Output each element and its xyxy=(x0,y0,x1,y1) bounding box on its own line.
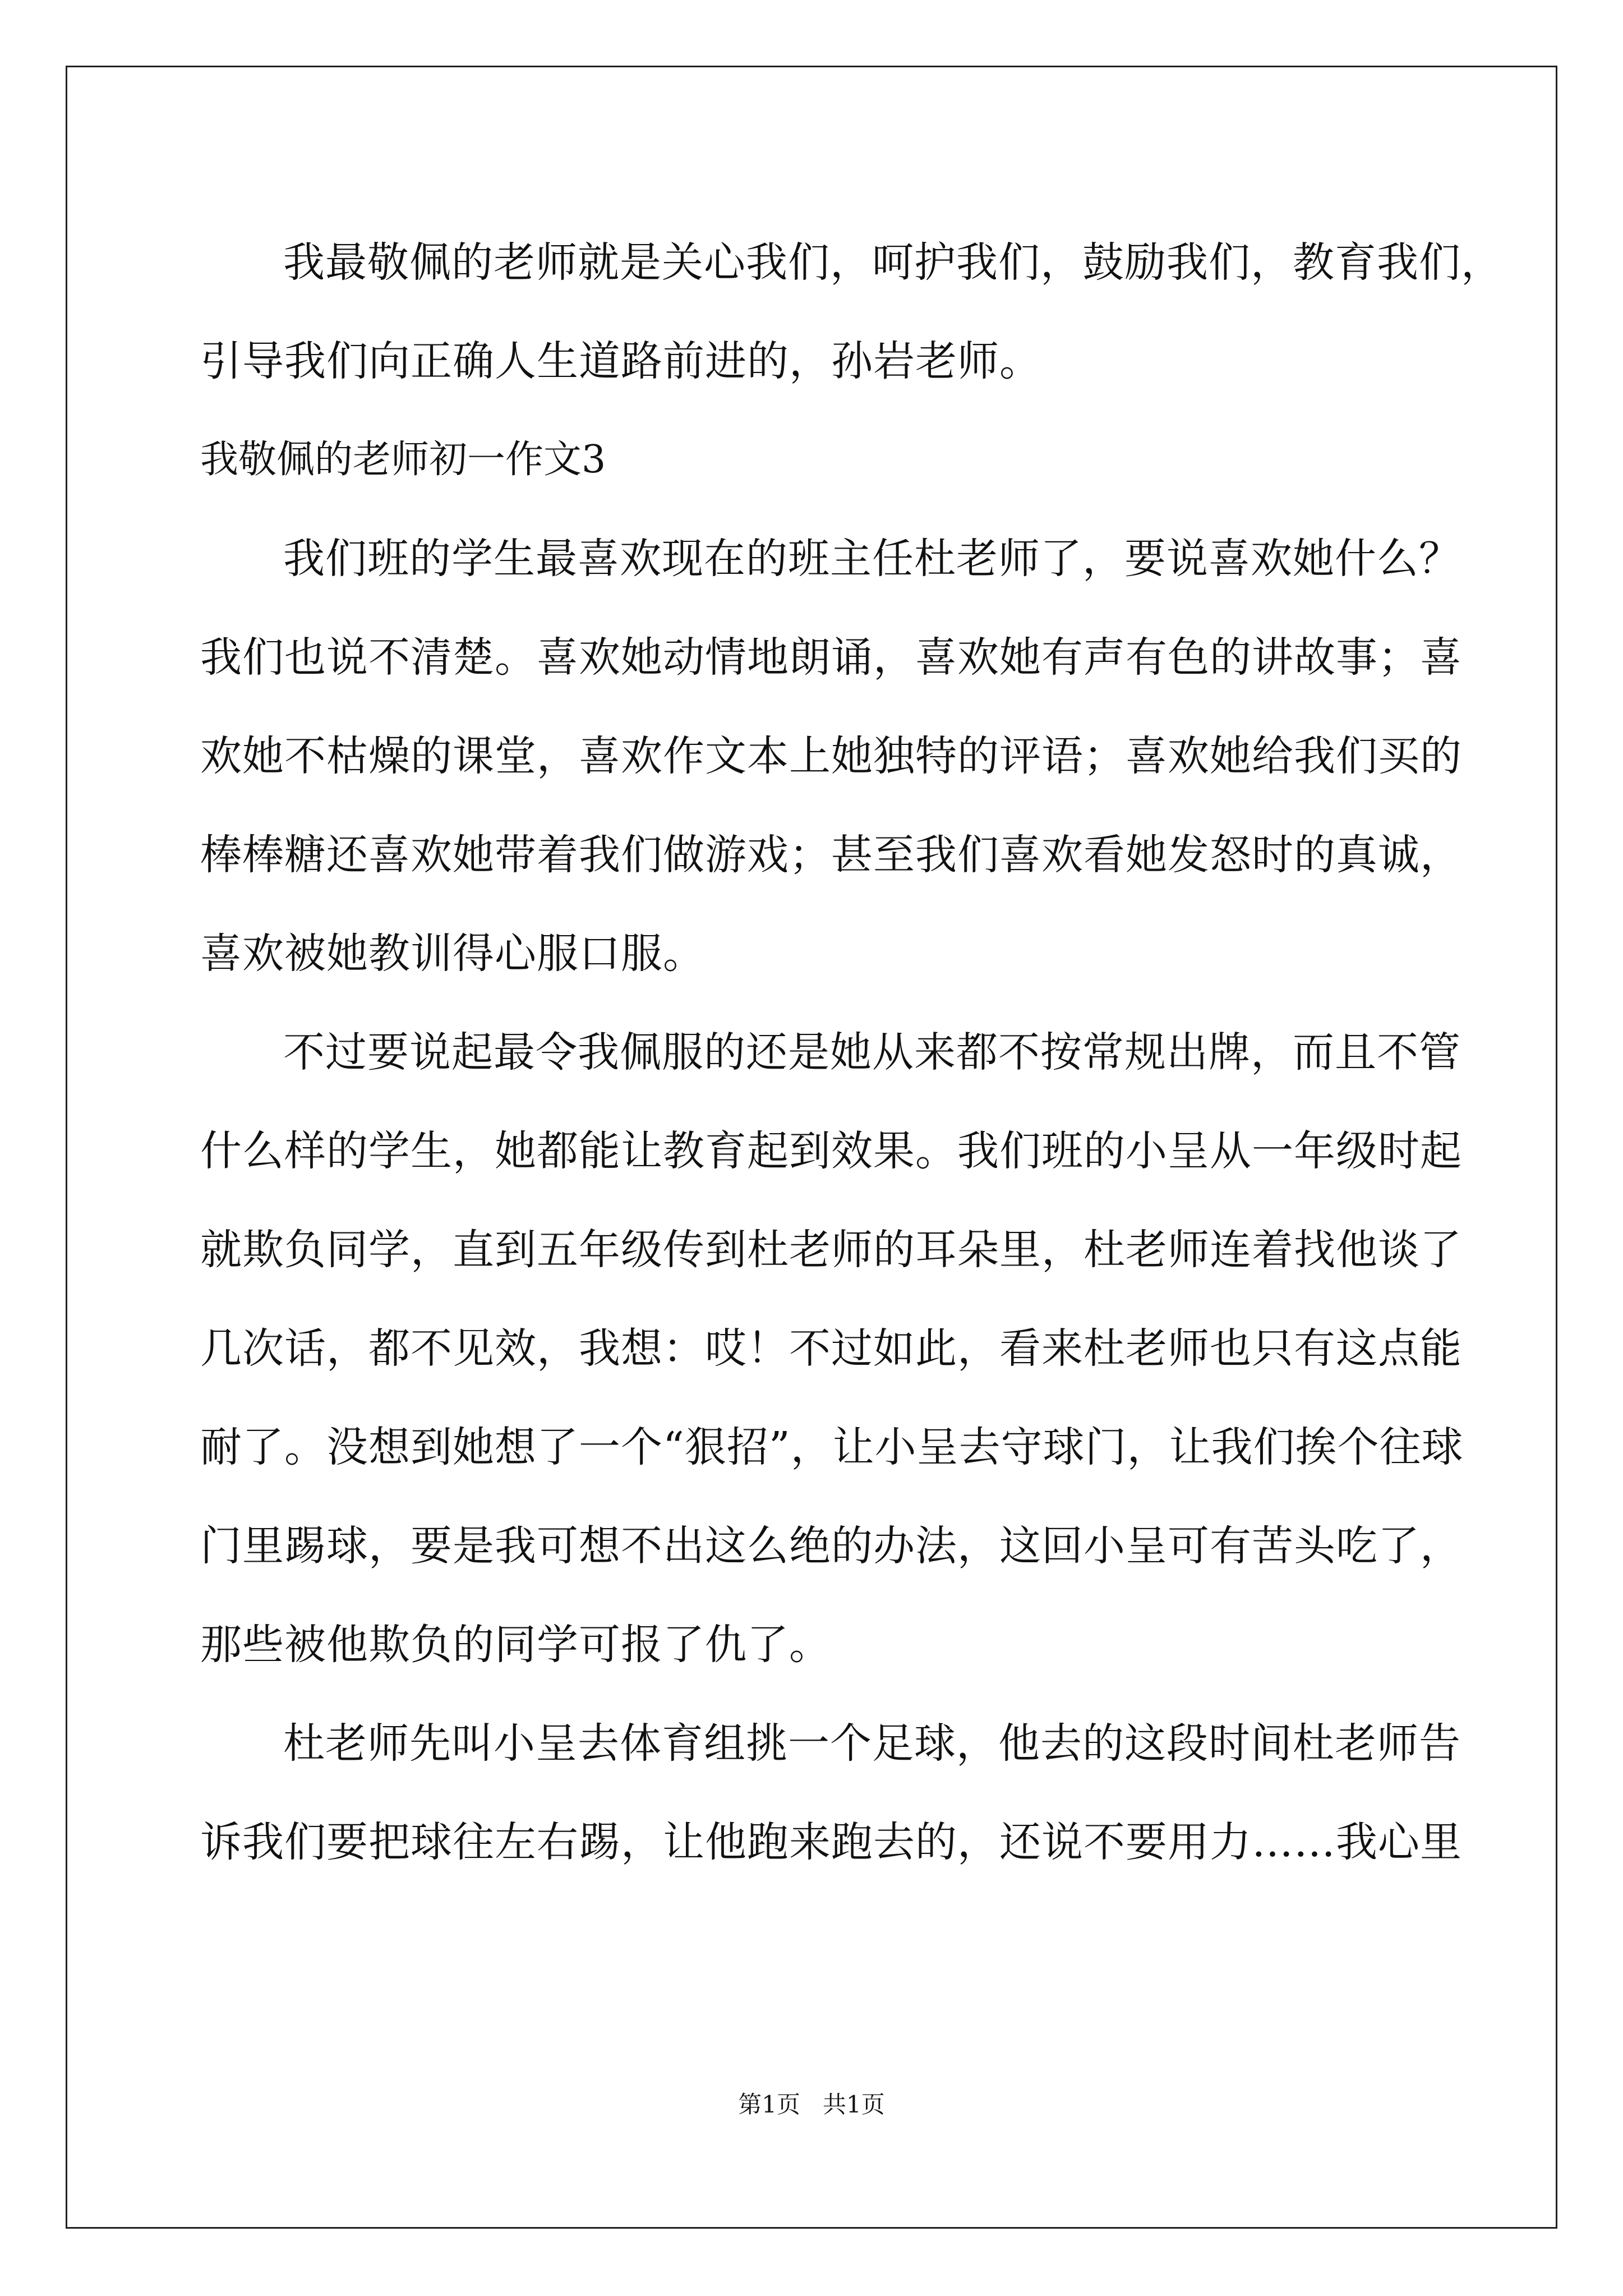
paragraph-line: 我最敬佩的老师就是关心我们，呵护我们，鼓励我们，教育我们， xyxy=(283,238,1503,287)
paragraph-line: 那些被他欺负的同学可报了仇了。 xyxy=(200,1621,831,1669)
paragraph-line: 什么样的学生，她都能让教育起到效果。我们班的小呈从一年级时起 xyxy=(200,1127,1462,1175)
page-footer: 第1页 共1页 xyxy=(738,2091,885,2118)
paragraph-line: 门里踢球，要是我可想不出这么绝的办法，这回小呈可有苦头吃了， xyxy=(200,1522,1462,1570)
paragraph-line: 耐了。没想到她想了一个“狠招”，让小呈去守球门，让我们挨个往球 xyxy=(200,1423,1464,1471)
paragraph-line: 杜老师先叫小呈去体育组挑一个足球，他去的这段时间杜老师告 xyxy=(283,1719,1461,1768)
paragraph-line: 我们也说不清楚。喜欢她动情地朗诵，喜欢她有声有色的讲故事；喜 xyxy=(200,633,1462,682)
paragraph-line: 喜欢被她教训得心服口服。 xyxy=(200,930,705,978)
document-body xyxy=(200,213,1503,1892)
paragraph-line: 就欺负同学，直到五年级传到杜老师的耳朵里，杜老师连着找他谈了 xyxy=(200,1226,1462,1274)
paragraph-line: 棒棒糖还喜欢她带着我们做游戏；甚至我们喜欢看她发怒时的真诚， xyxy=(200,831,1462,879)
paragraph-line: 我们班的学生最喜欢现在的班主任杜老师了，要说喜欢她什么？ xyxy=(283,535,1461,583)
paragraph-line: 几次话，都不见效，我想：哎！不过如此，看来杜老师也只有这点能 xyxy=(200,1324,1462,1373)
paragraph-line: 诉我们要把球往左右踢，让他跑来跑去的，还说不要用力……我心里 xyxy=(200,1818,1462,1866)
paragraph-line: 不过要说起最令我佩服的还是她从来都不按常规出牌，而且不管 xyxy=(283,1028,1461,1076)
section-heading: 我敬佩的老师初一作文3 xyxy=(200,438,606,482)
paragraph-line: 欢她不枯燥的课堂，喜欢作文本上她独特的评语；喜欢她给我们买的 xyxy=(200,732,1462,780)
paragraph-line: 引导我们向正确人生道路前进的，孙岩老师。 xyxy=(200,337,1041,385)
